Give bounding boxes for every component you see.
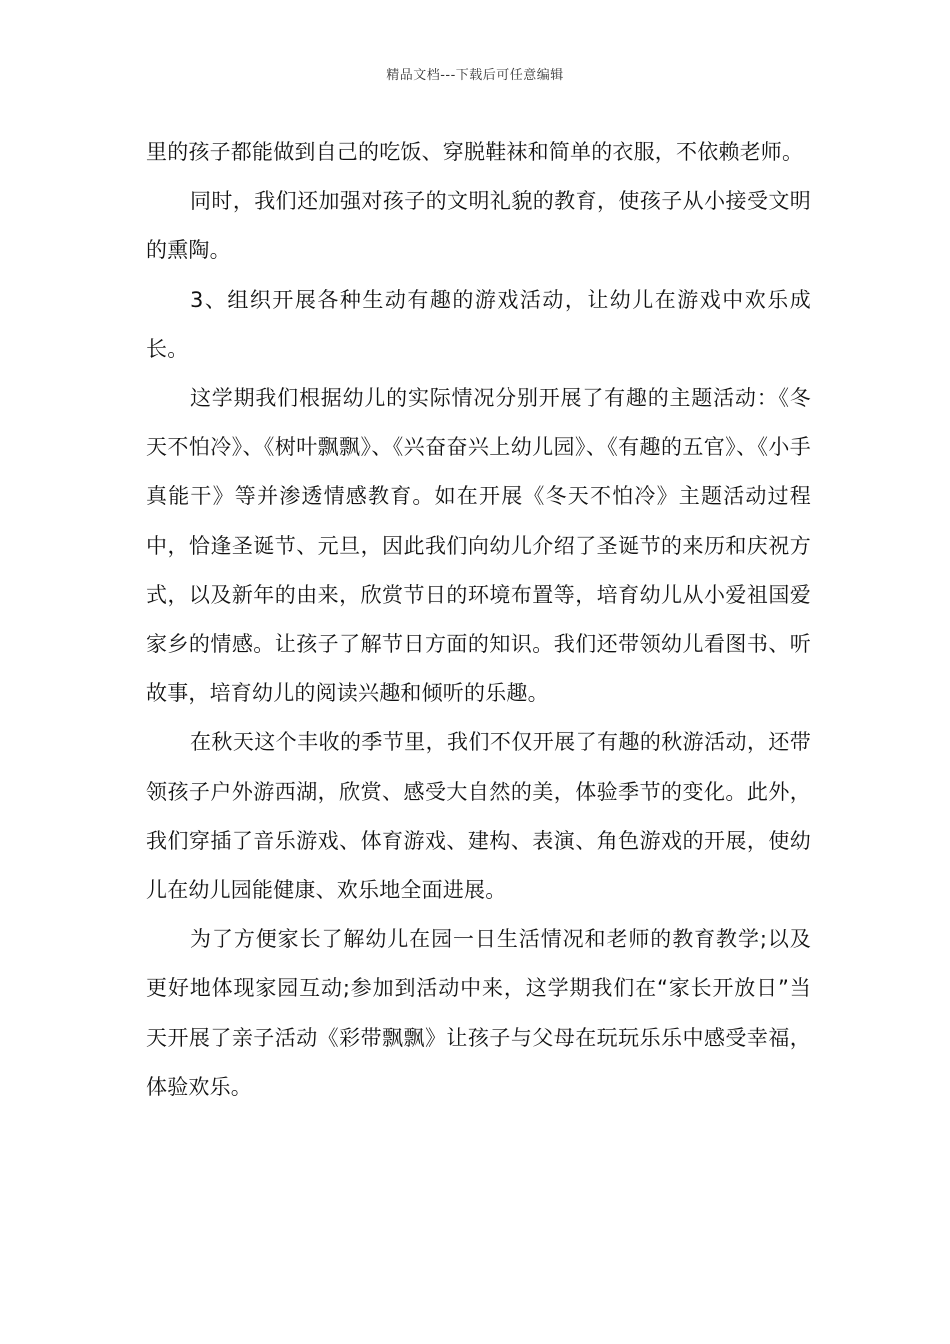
paragraph-5: 在秋天这个丰收的季节里，我们不仅开展了有趣的秋游活动，还带领孩子户外游西湖，欣赏、感受大自然的美，体验季节的变化。此外，我们穿插了音乐游戏、体育游戏、建构、表演、角色游戏的开展，使幼儿在幼儿园能健康、欢乐地全面进展。 [146, 730, 811, 903]
paragraph-6: 为了方便家长了解幼儿在园一日生活情况和老师的教育教学;以及更好地体现家园互动;参加到活动中来，这学期我们在“家长开放日”当天开展了亲子活动《彩带飘飘》让孩子与父母在玩玩乐乐中感受幸福，体验欢乐。 [146, 927, 811, 1099]
paragraph-1: 里的孩子都能做到自己的吃饭、穿脱鞋袜和简单的衣服，不依赖老师。 [146, 140, 804, 164]
paragraph-3: 3、组织开展各种生动有趣的游戏活动，让幼儿在游戏中欢乐成长。 [146, 287, 811, 361]
paragraph-4: 这学期我们根据幼儿的实际情况分别开展了有趣的主题活动：《冬天不怕冷》、《树叶飘飘》、《兴奋奋兴上幼儿园》、《有趣的五官》、《小手真能干》等并渗透情感教育。如在开展《冬天不怕冷》主题活动过程中，恰逢圣诞节、元旦，因此我们向幼儿介绍了圣诞节的来历和庆祝方式，以及新年的由来，欣赏节日的环境布置等，培育幼儿从小爱祖国爱家乡的情感。让孩子了解节日方面的知识。我们还带领幼儿看图书、听故事，培育幼儿的阅读兴趣和倾听的乐趣。 [146, 386, 811, 706]
paragraph-2: 同时，我们还加强对孩子的文明礼貌的教育，使孩子从小接受文明的熏陶。 [146, 189, 811, 263]
page-header: 精品文档---下载后可任意编辑 [386, 68, 564, 83]
document-body [146, 128, 811, 1112]
